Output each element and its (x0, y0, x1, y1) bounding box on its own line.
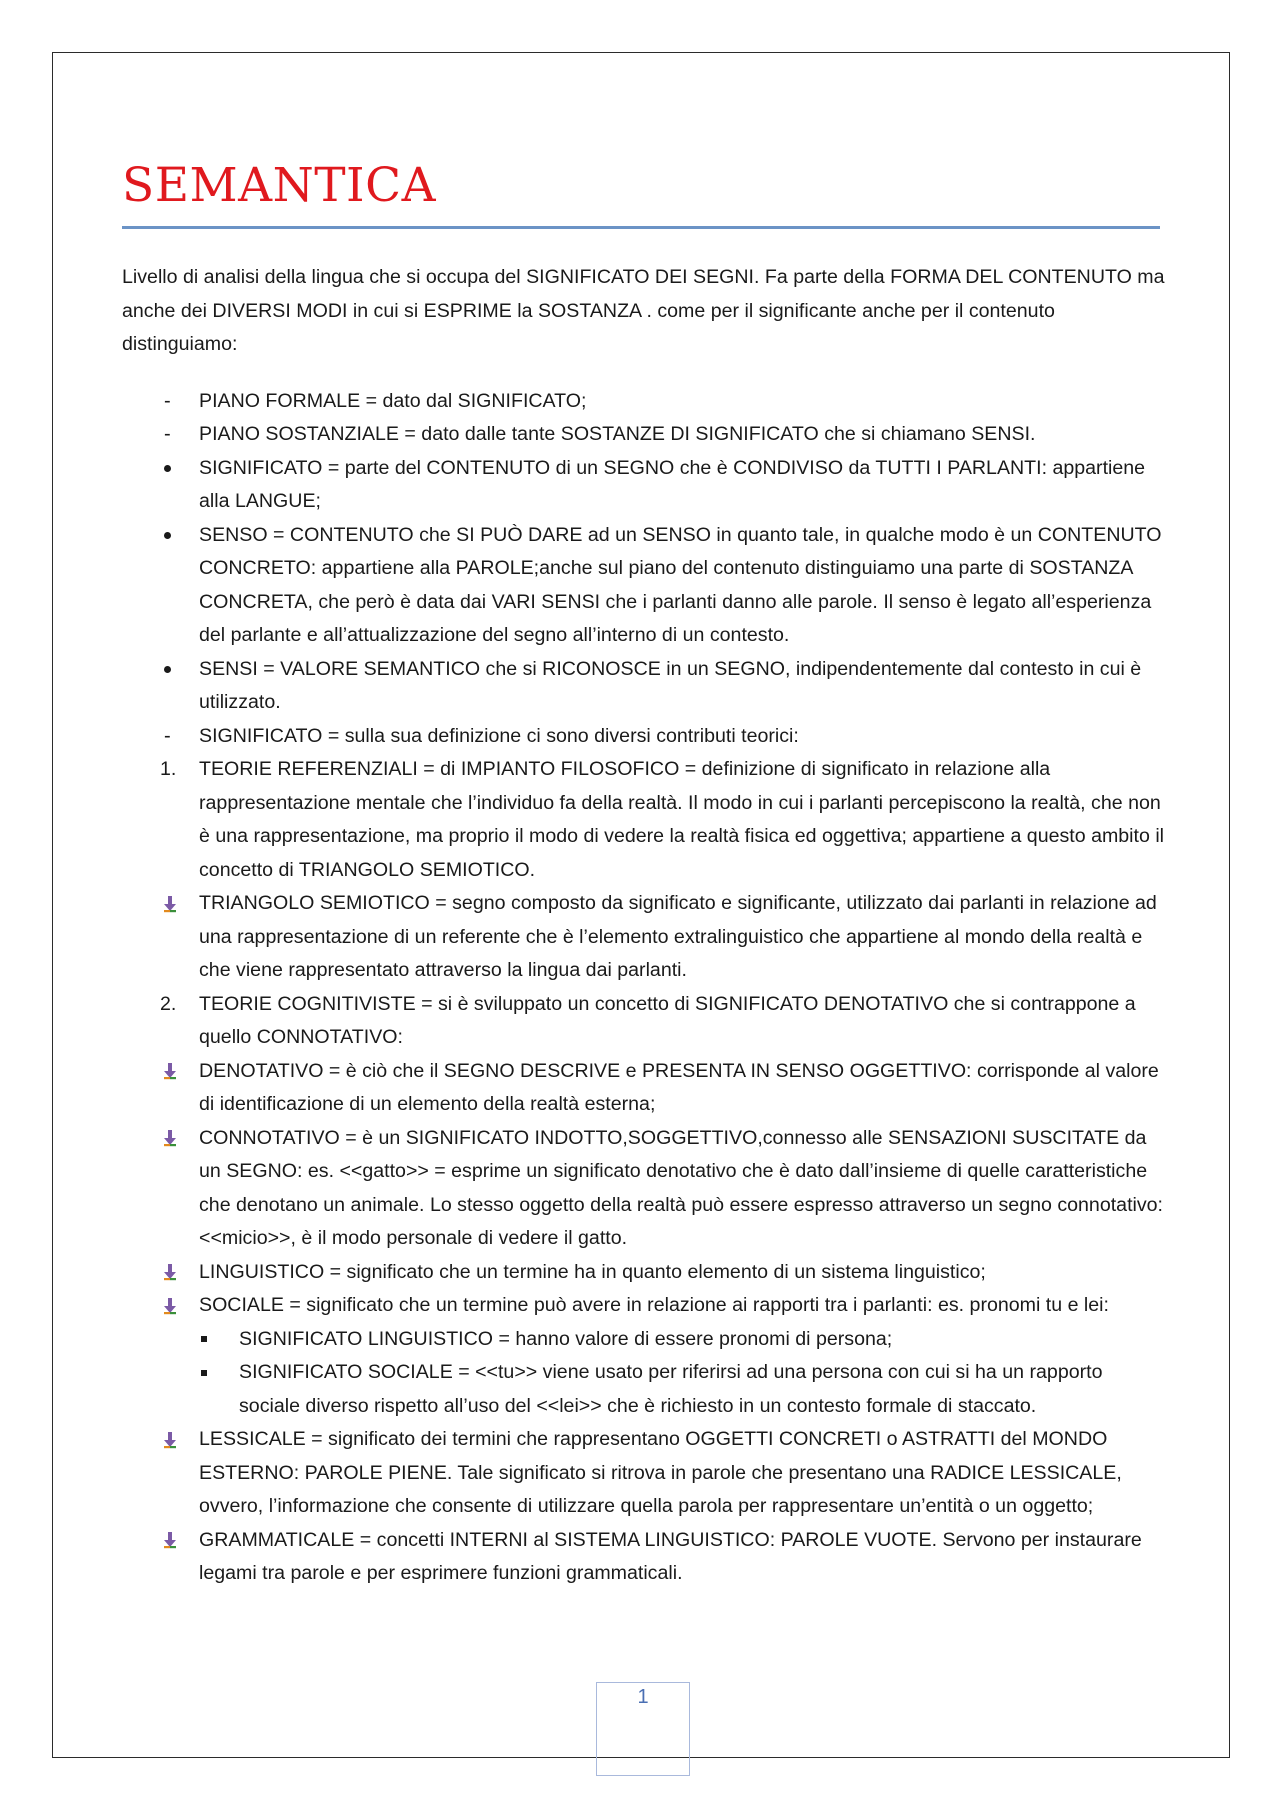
list-item (122, 887, 1167, 988)
bullet-list (122, 385, 1167, 1591)
list-item-text: SENSO = CONTENUTO che SI PUÒ DARE ad un SENSO in quanto tale, in qualche modo è un CONTENUTO CONCRETO: appartiene alla PAROLE;anche sul piano del contenuto distinguiamo una parte di SOSTANZA CONCRETA, che però è data dai VARI SENSI che i parlanti danno alle parole. Il senso è legato all’esperienza del parlante e all’attualizzazione del segno all’interno di un contesto. (199, 523, 1162, 646)
list-item (122, 1423, 1167, 1524)
dot-bullet (158, 653, 188, 687)
page-number-box (596, 1682, 690, 1776)
arrow-down-icon (158, 887, 188, 921)
list-item (122, 1055, 1167, 1122)
dash-bullet (158, 720, 188, 754)
list-item (122, 1524, 1167, 1591)
list-item-text: SIGNIFICATO = sulla sua definizione ci sono diversi contributi teorici: (199, 724, 799, 747)
list-number: 2. (160, 992, 177, 1015)
dot-bullet (158, 452, 188, 486)
list-item-text: CONNOTATIVO = è un SIGNIFICATO INDOTTO,SOGGETTIVO,connesso alle SENSAZIONI SUSCITATE da un SEGNO: es. <<gatto>> = esprime un significato denotativo che è dato dall’insieme di quelle caratteristiche che denotano un animale. Lo stesso oggetto della realtà può essere espresso attraverso un segno connotativo:<<micio>>, è il modo personale di vedere il gatto. (199, 1126, 1163, 1249)
list-item-text: SENSI = VALORE SEMANTICO che si RICONOSCE in un SEGNO, indipendentemente dal contesto in cui è utilizzato. (199, 657, 1142, 713)
arrow-down-icon (158, 1423, 188, 1457)
list-item (122, 519, 1167, 653)
list-item (122, 385, 1167, 419)
arrow-down-icon (158, 1524, 188, 1558)
list-item (122, 1256, 1167, 1290)
list-item-text: LINGUISTICO = significato che un termine ha in quanto elemento di un sistema linguistico; (199, 1260, 986, 1283)
list-item-text: SIGNIFICATO = parte del CONTENUTO di un SEGNO che è CONDIVISO da TUTTI I PARLANTI: appartiene alla LANGUE; (199, 456, 1146, 512)
arrow-down-icon (158, 1055, 188, 1089)
list-item-text: DENOTATIVO = è ciò che il SEGNO DESCRIVE e PRESENTA IN SENSO OGGETTIVO: corrisponde al valore di identificazione di un elemento della realtà esterna; (199, 1059, 1159, 1115)
arrow-down-icon (158, 1289, 188, 1323)
intro-paragraph: Livello di analisi della lingua che si occupa del SIGNIFICATO DEI SEGNI. Fa parte della FORMA DEL CONTENUTO ma anche dei DIVERSI MODI in cui si ESPRIME la SOSTANZA . come per il significante anche per il contenuto distinguiamo: (122, 266, 1165, 355)
square-bullet (200, 1356, 230, 1390)
list-item-text: SIGNIFICATO LINGUISTICO = hanno valore di essere pronomi di persona; (239, 1327, 893, 1350)
list-item-text: TRIANGOLO SEMIOTICO = segno composto da significato e significante, utilizzato dai parlanti in relazione ad una rappresentazione di un referente che è l’elemento extralinguistico che appartiene al mondo della realtà e che viene rappresentato attraverso la lingua dai parlanti. (199, 892, 1157, 981)
list-item-text: TEORIE REFERENZIALI = di IMPIANTO FILOSOFICO = definizione di significato in relazione alla rappresentazione mentale che l’individuo fa della realtà. Il modo in cui i parlanti percepiscono la realtà, che non è una rappresentazione, ma proprio il modo di vedere la realtà fisica ed oggettiva; appartiene a questo ambito il concetto di TRIANGOLO SEMIOTICO. (199, 758, 1165, 881)
list-item (122, 452, 1167, 519)
square-bullet (200, 1323, 230, 1357)
title-underline (122, 226, 1160, 229)
list-item-text: GRAMMATICALE = concetti INTERNI al SISTEMA LINGUISTICO: PAROLE VUOTE. Servono per instaurare legami tra parole e per esprimere funzioni grammaticali. (199, 1528, 1142, 1584)
list-item (122, 1323, 1167, 1357)
list-item-text: PIANO FORMALE = dato dal SIGNIFICATO; (199, 389, 587, 412)
page-number: 1 (637, 1686, 649, 1708)
list-item (122, 418, 1167, 452)
dash-bullet (158, 418, 188, 452)
list-item-text: SIGNIFICATO SOCIALE = <<tu>> viene usato per riferirsi ad una persona con cui si ha un rapporto sociale diverso rispetto all’uso del <<lei>> che è richiesto in un contesto formale di staccato. (239, 1361, 1103, 1417)
list-item (122, 753, 1167, 887)
list-item (122, 720, 1167, 754)
list-item (122, 1122, 1167, 1256)
list-item (122, 988, 1167, 1055)
list-item (122, 1289, 1167, 1323)
arrow-down-icon (158, 1122, 188, 1156)
arrow-down-icon (158, 1256, 188, 1290)
list-item (122, 653, 1167, 720)
document-body (122, 261, 1167, 1591)
list-item-text: LESSICALE = significato dei termini che rappresentano OGGETTI CONCRETI o ASTRATTI del MONDO ESTERNO: PAROLE PIENE. Tale significato si ritrova in parole che presentano una RADICE LESSICALE, ovvero, l’informazione che consente di utilizzare quella parola per rappresentare un’entità o un oggetto; (199, 1428, 1122, 1517)
list-item-text: SOCIALE = significato che un termine può avere in relazione ai rapporti tra i parlanti: es. pronomi tu e lei: (199, 1294, 1109, 1316)
dot-bullet (158, 519, 188, 553)
list-item (122, 1356, 1167, 1423)
list-number: 1. (160, 758, 177, 780)
dash-bullet (158, 385, 188, 419)
list-item-text: PIANO SOSTANZIALE = dato dalle tante SOSTANZE DI SIGNIFICATO che si chiamano SENSI. (199, 423, 1036, 445)
document-title: SEMANTICA (122, 158, 437, 213)
list-item-text: TEORIE COGNITIVISTE = si è sviluppato un concetto di SIGNIFICATO DENOTATIVO che si contrappone a quello CONNOTATIVO: (199, 992, 1136, 1048)
